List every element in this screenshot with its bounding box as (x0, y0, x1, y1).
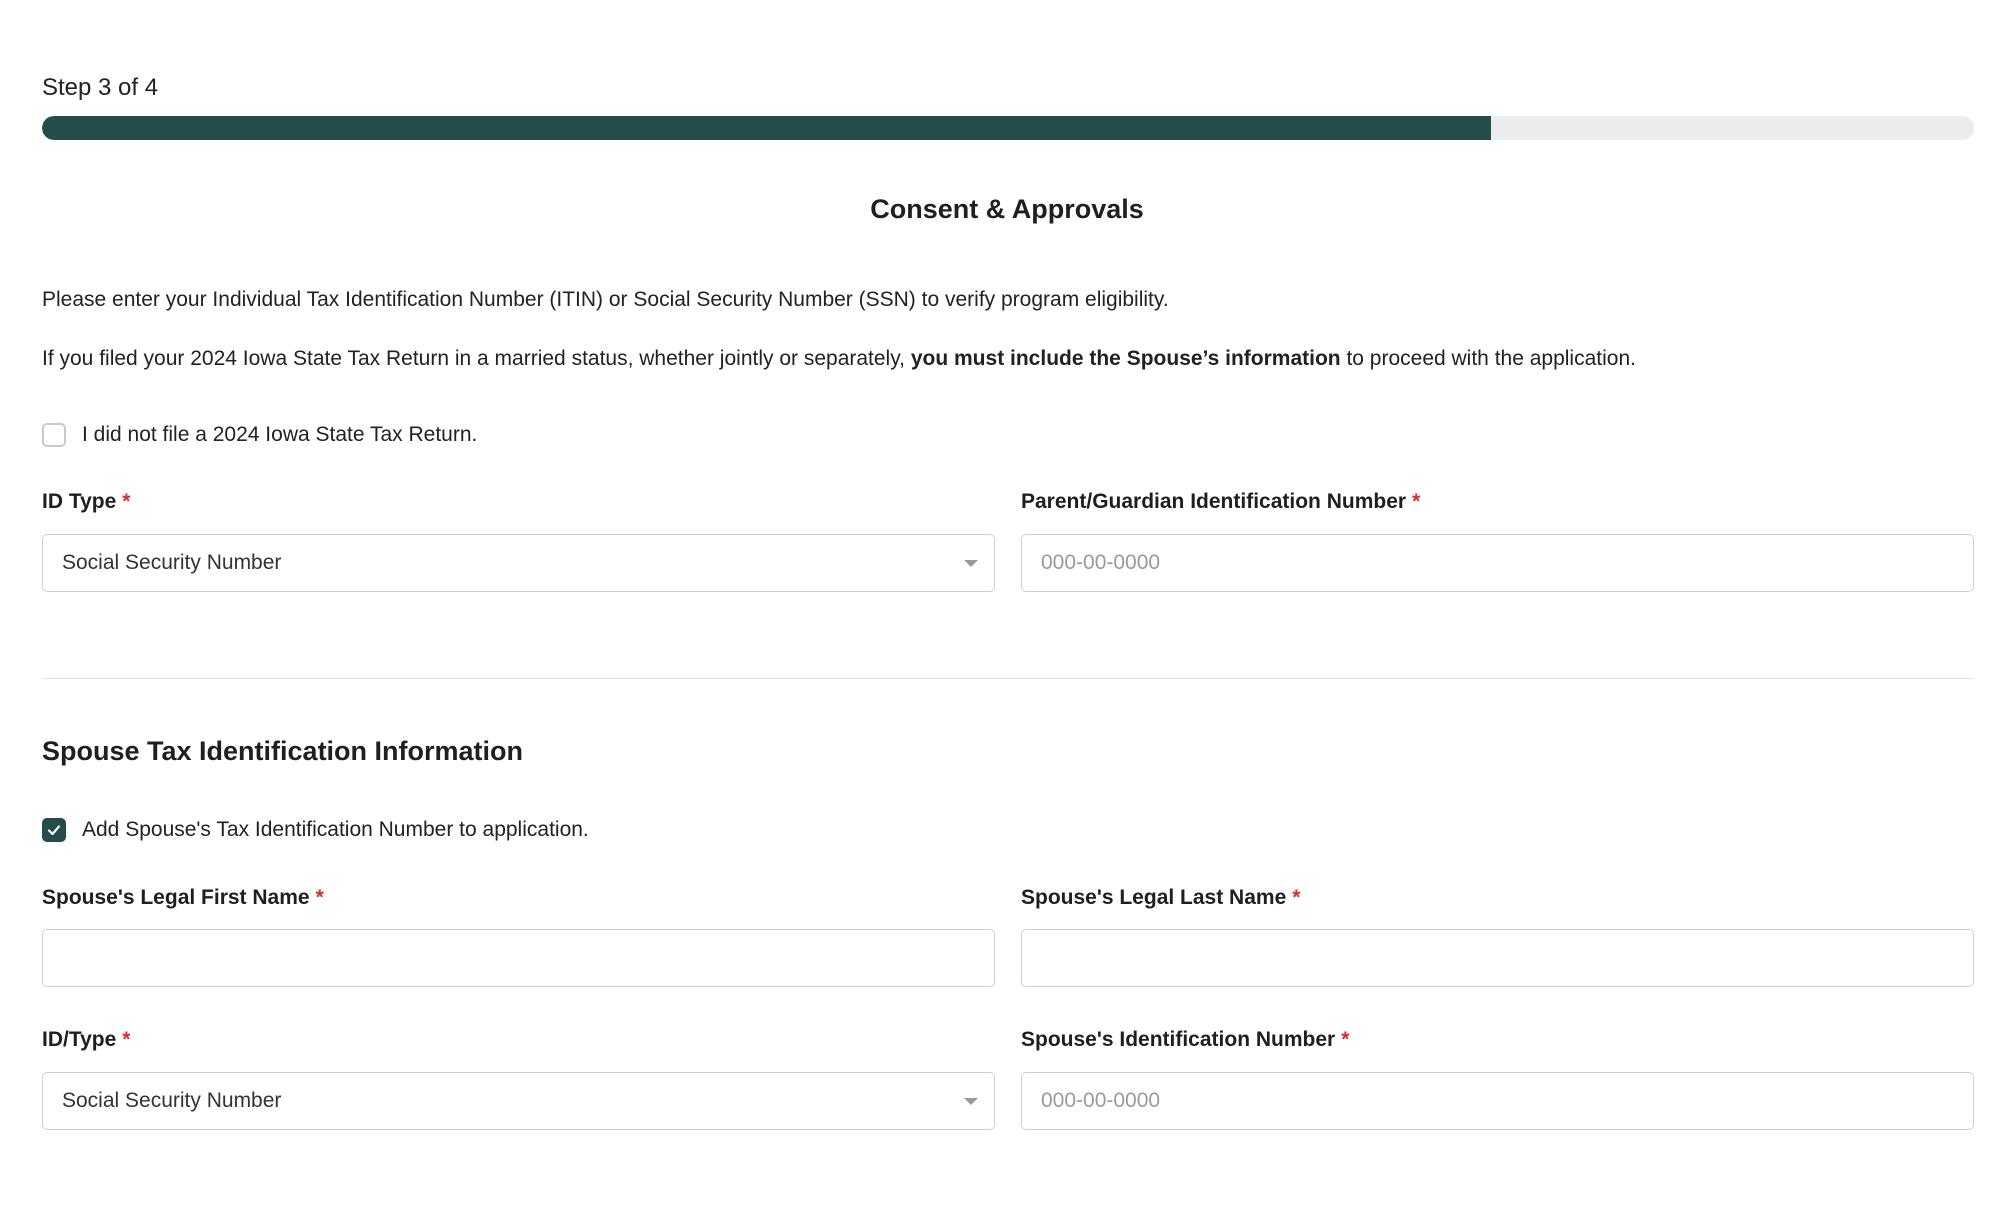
id-type-label (42, 490, 130, 514)
guardian-id-number-placeholder: 000-00-0000 (1041, 551, 1161, 574)
spouse-first-name-label (42, 886, 324, 910)
add-spouse-checkbox[interactable] (42, 818, 66, 842)
progress-bar (42, 116, 1974, 140)
spouse-last-name-label (1021, 886, 1300, 910)
spouse-id-number-label (1021, 1028, 1349, 1052)
spouse-id-type-select[interactable] (42, 1072, 995, 1130)
spouse-section-title: Spouse Tax Identification Information (42, 736, 524, 766)
add-spouse-label[interactable]: Add Spouse's Tax Identification Number to application. (82, 818, 589, 841)
required-marker: * (315, 886, 324, 909)
notice-text-start: If you filed your 2024 Iowa State Tax Return in a married status, whether jointly or separately, (42, 347, 911, 370)
add-spouse-checkbox-row[interactable] (42, 818, 589, 842)
id-type-select[interactable] (42, 534, 995, 592)
married-status-notice (42, 347, 1636, 371)
step-indicator: Step 3 of 4 (42, 74, 159, 101)
spouse-first-name-label-text: Spouse's Legal First Name (42, 886, 310, 909)
required-marker: * (1292, 886, 1301, 909)
guardian-id-number-label (1021, 490, 1420, 514)
intro-text: Please enter your Individual Tax Identification Number (ITIN) or Social Security Number (SSN) to verify program eligibility. (42, 288, 1169, 311)
id-type-selected-value: Social Security Number (62, 551, 282, 574)
section-divider (42, 678, 1974, 679)
required-marker: * (122, 1028, 131, 1051)
chevron-down-icon (964, 1098, 978, 1105)
spouse-id-type-label-text: ID/Type (42, 1028, 117, 1051)
spouse-last-name-input[interactable] (1021, 929, 1974, 987)
required-marker: * (1412, 490, 1421, 513)
spouse-id-type-selected-value: Social Security Number (62, 1089, 282, 1112)
notice-emphasis: you must include the Spouse’s information (910, 347, 1341, 370)
guardian-id-number-input[interactable] (1021, 534, 1974, 592)
progress-bar-fill (42, 116, 1491, 140)
notice-text-end: to proceed with the application. (1340, 347, 1636, 370)
page-title: Consent & Approvals (870, 194, 1144, 224)
spouse-id-number-placeholder: 000-00-0000 (1041, 1089, 1161, 1112)
no-tax-return-label[interactable]: I did not file a 2024 Iowa State Tax Return. (82, 423, 478, 446)
spouse-id-type-label (42, 1028, 130, 1052)
chevron-down-icon (964, 560, 978, 567)
required-marker: * (122, 490, 131, 513)
spouse-id-number-input[interactable] (1021, 1072, 1974, 1130)
id-type-label-text: ID Type (42, 490, 117, 513)
no-tax-return-checkbox-row[interactable] (42, 423, 477, 447)
spouse-id-number-label-text: Spouse's Identification Number (1021, 1028, 1336, 1051)
spouse-last-name-label-text: Spouse's Legal Last Name (1021, 886, 1287, 909)
check-icon (46, 822, 62, 838)
no-tax-return-checkbox[interactable] (42, 423, 66, 447)
spouse-first-name-input[interactable] (42, 929, 995, 987)
guardian-id-number-label-text: Parent/Guardian Identification Number (1021, 490, 1407, 513)
required-marker: * (1341, 1028, 1350, 1051)
